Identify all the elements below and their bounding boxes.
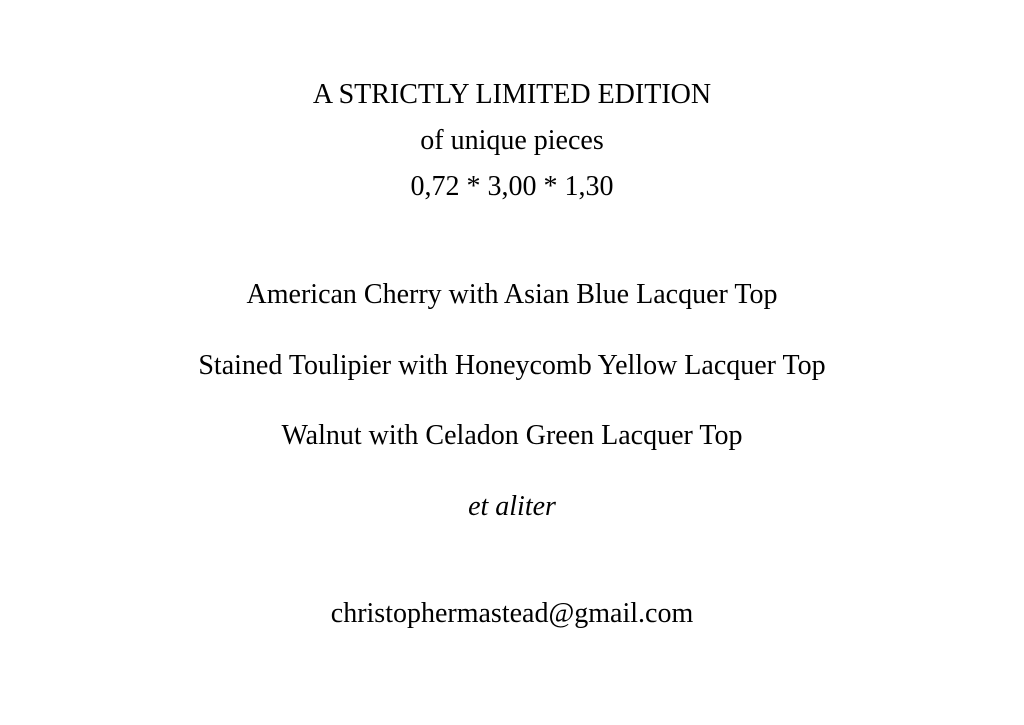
et-aliter-text: et aliter: [468, 491, 556, 522]
piece-item: American Cherry with Asian Blue Lacquer Top: [246, 279, 778, 310]
piece-item: Walnut with Celadon Green Lacquer Top: [281, 420, 743, 451]
edition-subtitle: of unique pieces: [420, 125, 604, 156]
edition-title: A STRICTLY LIMITED EDITION: [312, 79, 712, 110]
dimensions-text: 0,72 * 3,00 * 1,30: [410, 171, 614, 202]
piece-item: Stained Toulipier with Honeycomb Yellow Lacquer Top: [198, 350, 826, 381]
contact-email: christophermastead@gmail.com: [330, 598, 694, 629]
